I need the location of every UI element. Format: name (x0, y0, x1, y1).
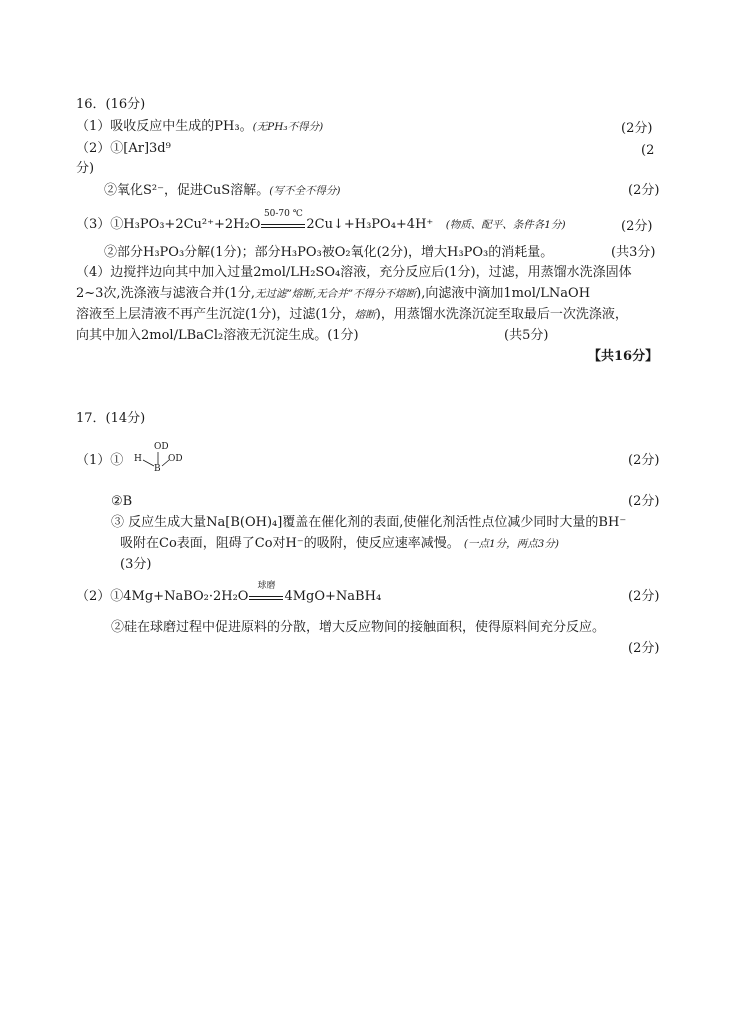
reaction-arrow-2 (248, 580, 284, 604)
q17-part2b: ②硅在球磨过程中促进原料的分散，增大反应物间的接触面积，使得原料间充分反应。 (111, 620, 606, 635)
struct-bonds (134, 442, 190, 476)
q16-part3-score: (2分) (621, 219, 653, 234)
q16-part2a-score-wrap: 分) (76, 161, 95, 176)
q16-part4-line3-a: 溶液至上层清液不再产生沉淀(1分)，过滤(1分， (76, 307, 355, 322)
reaction-condition: 50-70 ℃ (263, 208, 303, 219)
q17-part1c-line2 (120, 535, 559, 553)
q16-part3b: ②部分H₃PO₃分解(1分)；部分H₃PO₃被O₂氧化(2分)，增大H₃PO₃的消耗量。 (104, 245, 554, 260)
reaction-condition-2: 球磨 (257, 580, 276, 591)
q16-part3-equation (76, 208, 566, 234)
q17-part1-score: (2分) (628, 453, 660, 468)
q17-part1c-line1: ③ 反应生成大量Na[B(OH)₄]覆盖在催化剂的表面,使催化剂活性点位减少同时大量的BH⁻ (111, 515, 627, 530)
struct-od-right: OD (168, 454, 183, 464)
q16-part2b-text: ②氧化S²⁻，促进CuS溶解。 (104, 183, 270, 198)
q17-part1c-line3: (3分) (120, 557, 152, 572)
q16-part4-line4: 向其中加入2mol/LBaCl₂溶液无沉淀生成。(1分) (76, 328, 359, 343)
q16-part2b-note: (写不全不得分) (269, 185, 341, 197)
struct-b: B (154, 464, 161, 474)
q17-part1-label: （1）① (76, 453, 124, 468)
q17-part1b: ②B (111, 494, 133, 509)
q16-part3b-score: (共3分) (611, 245, 656, 260)
q17-part1b-score: (2分) (628, 494, 660, 509)
q16-part1 (76, 118, 323, 136)
reaction-arrow (260, 208, 306, 232)
q17-header: 17．(14分) (76, 411, 146, 426)
q17-part1c-note: (一点1分，两点3分) (463, 538, 559, 550)
q16-part4-line3 (76, 306, 628, 324)
q16-part4-line2 (76, 285, 590, 303)
q17-part2-products: 4MgO+NaBH₄ (284, 589, 382, 604)
q16-part3-products: 2Cu↓+H₃PO₄+4H⁺ (306, 217, 434, 232)
q17-part2-equation (76, 580, 382, 606)
q16-part3-reactants: （3）①H₃PO₃+2Cu²⁺+2H₂O (76, 217, 261, 232)
q17-part2-reactants: （2）①4Mg+NaBO₂·2H₂O (76, 589, 249, 604)
q16-part4-line3-note: 熔断 (354, 309, 376, 321)
q16-part2b-score: (2分) (628, 183, 660, 198)
q16-part1-score: (2分) (621, 121, 653, 136)
q17-part1c-line2-text: 吸附在Co表面，阻碍了Co对H⁻的吸附，使反应速率减慢。 (120, 536, 460, 551)
q16-part2b (104, 182, 340, 200)
q16-part1-note: (无PH₃不得分) (252, 121, 324, 133)
q16-part1-text: （1）吸收反应中生成的PH₃。 (76, 119, 253, 134)
q16-part4-score: (共5分) (504, 328, 549, 343)
q16-part3-note: (物质、配平、条件各1分) (445, 219, 566, 231)
q16-header: 16．(16分) (76, 97, 146, 112)
q17-part2-score: (2分) (628, 589, 660, 604)
struct-h: H (134, 454, 142, 464)
q16-total-score: 【共16分】 (588, 349, 659, 364)
q16-part4-line2-note: 无过滤”熔断,无合并”不得分不熔断 (255, 288, 417, 300)
q16-part4-line2-a: 2~3次,洗涤液与滤液合并(1分, (76, 286, 256, 301)
q16-part2a-score: (2 (641, 143, 655, 158)
q17-part2b-score: (2分) (628, 641, 660, 656)
q16-part4-line3-b: )，用蒸馏水洗涤沉淀至取最后一次洗涤液， (375, 307, 628, 322)
struct-od-top: OD (154, 442, 169, 452)
q16-part2a: （2）①[Ar]3d⁹ (76, 141, 171, 156)
structure-diagram (134, 442, 190, 476)
q16-part4-line2-b: ),向滤液中滴加1mol/LNaOH (416, 286, 591, 301)
q16-part4-line1: （4）边搅拌边向其中加入过量2mol/LH₂SO₄溶液，充分反应后(1分)，过滤，用蒸馏水洗涤固体 (76, 265, 632, 280)
